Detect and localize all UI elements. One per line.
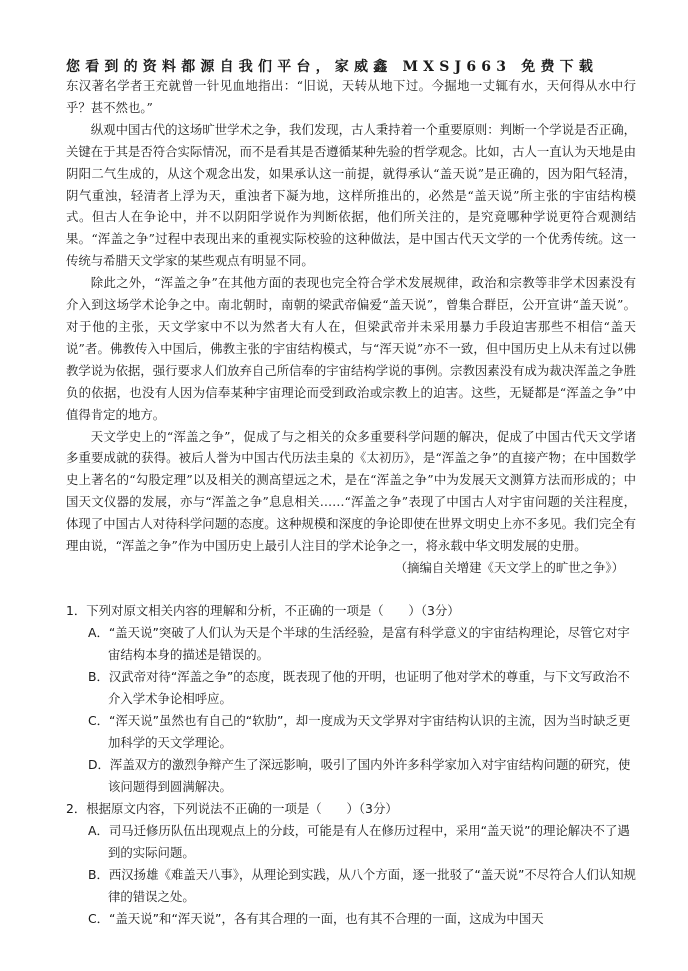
answer-option: B．西汉扬雄《难盖天八事》，从理论到实践，从八个方面，逐一批驳了“盖天说”不尽符合人们认知规律的错误之处。 xyxy=(88,867,636,904)
answer-option: D．浑盖双方的激烈争辩产生了深远影响，吸引了国内外许多科学家加入对宇宙结构问题的研究，使该问题得到圆满解决。 xyxy=(88,757,631,794)
answer-option: A．“盖天说”突破了人们认为天是个半球的生活经验，是富有科学意义的宇宙结构理论，尽管它对宇宙结构本身的描述是错误的。 xyxy=(88,625,630,662)
answer-option: C．“浑天说”虽然也有自己的“软肋”，却一度成为天文学界对宇宙结构认识的主流，因为当时缺乏更加科学的天文学理论。 xyxy=(88,713,631,750)
question-stem: 1．下列对原文相关内容的理解和分析，不正确的一项是（ ）（3分） xyxy=(66,603,460,618)
question-section xyxy=(66,600,636,930)
question-stem: 2．根据原文内容，下列说法不正确的一项是（ ）（3分） xyxy=(66,801,398,816)
paragraph: 纵观中国古代的这场旷世学术之争，我们发现，古人秉持着一个重要原则：判断一个学说是否正确，关键在于其是否符合实际情况，而不是看其是否遵循某种先验的哲学观念。比如，古人一直认为天地是由阴阳二气生成的，从这个观念出发，如果承认这一前提，就得承认“盖天说”是正确的，因为阳气轻清，阴气重浊，轻清者上浮为天，重浊者下凝为地，这样所推出的，必然是“盖天说”所主张的宇宙结构模式。但古人在争论中，并不以阴阳学说作为判断依据，他们所关注的，是究竟哪种学说更符合观测结果。“浑盖之争”过程中表现出来的重视实际校验的这种做法，是中国古代天文学的一个优秀传统。这一传统与希腊天文学家的某些观点有明显不同。 xyxy=(66,121,636,269)
answer-option: B．汉武帝对待“浑盖之争”的态度，既表现了他的开明，也证明了他对学术的尊重，与下文写政治不介入学术争论相呼应。 xyxy=(88,669,630,706)
article-body xyxy=(66,75,636,579)
paragraph: 除此之外，“浑盖之争”在其他方面的表现也完全符合学术发展规律，政治和宗教等非学术因素没有介入到这场学术论争之中。南北朝时，南朝的梁武帝偏爱“盖天说”，曾集合群臣，公开宣讲“盖天说”。对于他的主张，天文学家中不以为然者大有人在，但梁武帝并未采用暴力手段迫害那些不相信“盖天说”者。佛教传入中国后，佛教主张的宇宙结构模式，与“浑天说”亦不一致，但中国历史上从未有过以佛教学说为依据，强行要求人们放弃自己所信奉的宇宙结构学说的事例。宗教因素没有成为裁决浑盖之争胜负的依据，也没有人因为信奉某种宇宙理论而受到政治或宗教上的迫害。这些，无疑都是“浑盖之争”中值得肯定的地方。 xyxy=(66,275,636,422)
watermark-header: 您看到的资料都源自我们平台，家威鑫 MXSJ663 免费下载 xyxy=(66,59,599,75)
question-1 xyxy=(66,600,636,798)
paragraph: 天文学史上的“浑盖之争”，促成了与之相关的众多重要科学问题的解决，促成了中国古代天文学诸多重要成就的获得。被后人誉为中国古代历法圭臬的《太初历》，是“浑盖之争”的直接产物；在中国数学史上著名的“勾股定理”以及相关的测高望远之术，是在“浑盖之争”中为发展天文测算方法而形成的；中国天文仪器的发展，亦与“浑盖之争”息息相关……“浑盖之争”表现了中国古人对宇宙问题的关注程度，体现了中国古人对待科学问题的态度。这种规模和深度的争论即使在世界文明史上亦不多见。我们完全有理由说，“浑盖之争”作为中国历史上最引人注目的学术论争之一，将永载中华文明发展的史册。 xyxy=(66,428,636,554)
question-2 xyxy=(66,798,636,930)
answer-option: A．司马迁修历队伍出现观点上的分歧，可能是有人在修历过程中，采用“盖天说”的理论解决不了遇到的实际问题。 xyxy=(88,823,630,860)
paragraph: 东汉著名学者王充就曾一针见血地指出：“旧说，天转从地下过。今掘地一丈辄有水，天何得从水中行乎？甚不然也。” xyxy=(66,78,636,115)
source-citation: （摘编自关增建《天文学上的旷世之争》） xyxy=(394,559,624,575)
answer-option: C．“盖天说”和“浑天说”，各有其合理的一面，也有其不合理的一面，这成为中国天 xyxy=(88,911,544,926)
